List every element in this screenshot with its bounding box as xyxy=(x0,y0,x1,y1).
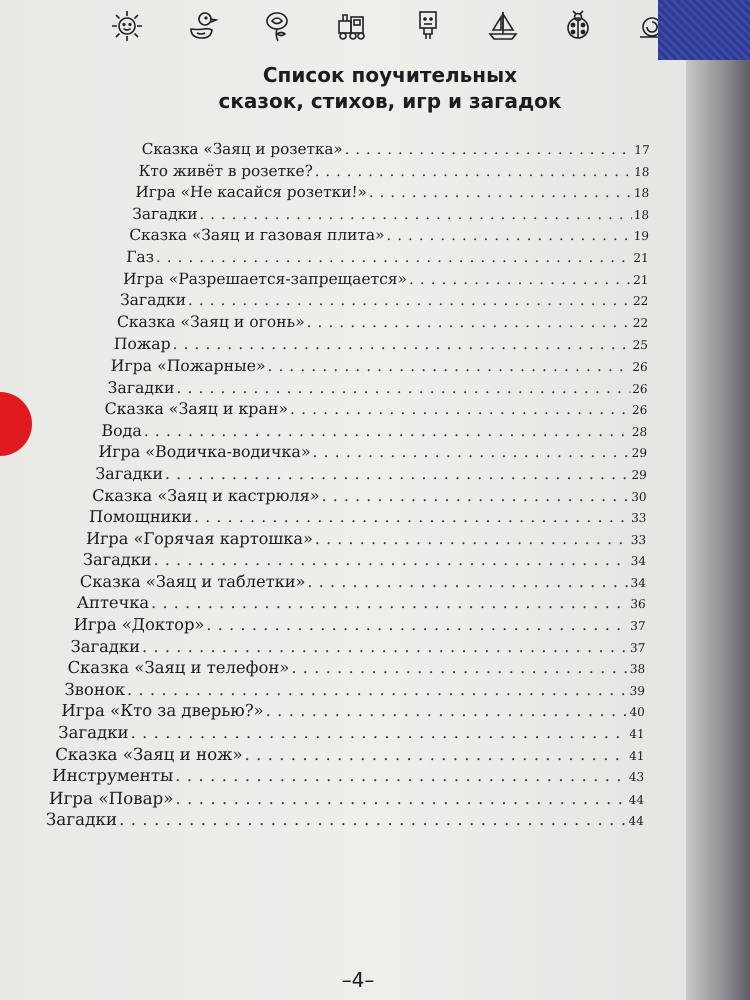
toc-dot-leader xyxy=(290,399,631,418)
toc-heading xyxy=(180,62,600,114)
toc-entry-page: 43 xyxy=(628,770,645,785)
toc-entry-page: 26 xyxy=(631,403,648,418)
toc-entry-page: 44 xyxy=(628,792,645,807)
toc-entry xyxy=(64,680,645,702)
toc-dot-leader xyxy=(172,334,631,353)
toc-dot-leader xyxy=(307,572,629,591)
page-number: –4– xyxy=(341,968,375,992)
toc-entry-title: Сказка «Заяц и кран» xyxy=(104,399,289,419)
toc-entry-page: 41 xyxy=(628,748,645,763)
toc-entry-title: Игра «Доктор» xyxy=(73,615,205,635)
toc-entry-title: Игра «Водичка-водичка» xyxy=(98,442,311,462)
toc-dot-leader xyxy=(130,723,627,742)
toc-entry xyxy=(98,442,647,464)
toc-entry-page: 22 xyxy=(632,315,649,330)
toc-entry-title: Сказка «Заяц и нож» xyxy=(54,744,244,764)
toc-dot-leader xyxy=(165,464,630,483)
toc-dot-leader xyxy=(176,378,630,397)
toc-entry-title: Игра «Разрешается-запрещается» xyxy=(122,269,408,288)
toc-entry-page: 39 xyxy=(629,683,646,698)
toc-entry-page: 34 xyxy=(630,575,647,590)
toc-dot-leader xyxy=(151,593,629,612)
toc-entry xyxy=(107,378,648,400)
decorative-icons-row xyxy=(110,4,670,48)
toc-entry xyxy=(61,701,645,723)
toc-dot-leader xyxy=(175,788,627,808)
ladybug-icon xyxy=(561,9,595,43)
toc-dot-leader xyxy=(188,291,632,309)
toc-dot-leader xyxy=(386,226,632,244)
toc-entry xyxy=(67,658,646,680)
toc-entry xyxy=(70,637,646,659)
toc-entry-title: Игра «Кто за дверью?» xyxy=(60,701,265,721)
toc-dot-leader xyxy=(409,270,632,288)
toc-entry-page: 21 xyxy=(632,272,649,287)
toc-entry-title: Сказка «Заяц и кастрюля» xyxy=(91,485,321,505)
toc-entry xyxy=(138,162,650,184)
toc-dot-leader xyxy=(267,356,631,375)
toc-dot-leader xyxy=(265,701,628,720)
toc-dot-leader xyxy=(144,421,631,440)
toc-entry-page: 28 xyxy=(631,424,648,439)
toc-dot-leader xyxy=(321,486,629,505)
toc-entry-title: Загадки xyxy=(57,723,130,743)
toc-dot-leader xyxy=(369,183,633,201)
toc-entry-title: Вода xyxy=(101,420,143,440)
toc-entry xyxy=(132,205,650,227)
toc-dot-leader xyxy=(291,658,628,677)
toc-entry-page: 26 xyxy=(632,359,648,374)
toc-entry-title: Загадки xyxy=(132,204,198,223)
toc-entry-page: 26 xyxy=(631,381,648,396)
toc-entry xyxy=(92,486,647,508)
toc-dot-leader xyxy=(119,809,627,829)
toc-dot-leader xyxy=(199,205,632,223)
toc-dot-leader xyxy=(206,615,629,634)
toc-entry-title: Загадки xyxy=(82,550,153,570)
toc-entry-title: Кто живёт в розетке? xyxy=(138,161,314,180)
toc-entry-page: 19 xyxy=(633,229,650,244)
toc-dot-leader xyxy=(344,140,632,158)
toc-entry-title: Звонок xyxy=(64,679,126,699)
toc-dot-leader xyxy=(315,529,630,548)
toc-entry-title: Загадки xyxy=(45,809,118,830)
toc-dot-leader xyxy=(142,637,629,656)
toc-entry-title: Сказка «Заяц и телефон» xyxy=(67,658,290,678)
toc-entry-page: 37 xyxy=(629,619,646,634)
toc-entry-title: Игра «Пожарные» xyxy=(110,355,266,375)
toc-dot-leader xyxy=(306,313,631,331)
toc-entry-page: 38 xyxy=(629,662,646,677)
toc-heading-line-1: Список поучительных xyxy=(262,63,518,87)
toc-entry xyxy=(126,248,649,270)
toc-entry-title: Инструменты xyxy=(51,766,174,786)
toc-dot-leader xyxy=(153,550,629,569)
toc-entry xyxy=(113,334,648,356)
toc-entry xyxy=(83,550,647,572)
toc-entry-page: 18 xyxy=(633,186,650,201)
toc-entry xyxy=(55,745,645,767)
toc-entry xyxy=(73,615,646,637)
toc-entry-title: Загадки xyxy=(70,636,141,656)
toc-entry xyxy=(76,593,646,615)
toc-entry xyxy=(52,766,645,788)
toc-dot-leader xyxy=(244,745,627,764)
toc-entry-page: 36 xyxy=(630,597,646,612)
toc-entry-title: Помощники xyxy=(88,507,193,527)
toc-entry xyxy=(110,356,648,378)
toc-entry xyxy=(141,140,650,162)
toc-entry-title: Газ xyxy=(125,247,155,266)
toc-entry xyxy=(49,788,645,810)
toc-entry xyxy=(116,313,648,335)
toc-dot-leader xyxy=(314,162,632,180)
toc-entry-page: 33 xyxy=(630,511,647,526)
toc-entry-page: 33 xyxy=(630,532,647,547)
toc-entry-page: 37 xyxy=(629,640,646,655)
toc-entry xyxy=(86,529,647,551)
duckling-icon xyxy=(185,9,219,43)
toc-entry-title: Игра «Повар» xyxy=(48,787,175,808)
toc-entry xyxy=(104,399,648,421)
sun-icon xyxy=(110,9,144,43)
toc-entry-title: Игра «Горячая картошка» xyxy=(85,528,314,548)
toc-entry-page: 44 xyxy=(628,814,645,829)
toc-heading-line-2: сказок, стихов, игр и загадок xyxy=(218,89,562,113)
toc-entry-page: 40 xyxy=(629,705,646,720)
toc-entry xyxy=(79,572,646,594)
toc-entry-page: 25 xyxy=(632,338,649,353)
toc-entry-page: 29 xyxy=(631,467,648,482)
toc-entry-title: Пожар xyxy=(113,334,172,354)
toy-train-icon xyxy=(335,9,369,43)
toc-entry-title: Игра «Не касайся розетки!» xyxy=(135,183,368,202)
toc-entry-title: Сказка «Заяц и таблетки» xyxy=(79,571,306,591)
toc-entry-title: Загадки xyxy=(119,291,187,310)
toc-entry xyxy=(135,183,650,205)
toc-dot-leader xyxy=(175,766,627,785)
toc-entry-page: 29 xyxy=(631,446,648,461)
toc-entry-page: 18 xyxy=(633,207,650,222)
toc-entry xyxy=(95,464,647,486)
toc-entry-title: Сказка «Заяц и газовая плита» xyxy=(128,226,385,245)
toc-entry-title: Сказка «Заяц и розетка» xyxy=(141,140,344,158)
toc-entry-page: 41 xyxy=(629,727,645,742)
toc-entry-page: 30 xyxy=(631,489,647,504)
toc-entry-page: 22 xyxy=(632,294,649,309)
toc-entry-page: 18 xyxy=(633,164,650,179)
toc-entry xyxy=(129,226,649,248)
page-edge-shadow xyxy=(686,0,750,1000)
toc-entry-title: Сказка «Заяц и огонь» xyxy=(116,312,306,331)
toc-entry xyxy=(58,723,645,745)
toc-entry xyxy=(89,507,647,529)
robot-icon xyxy=(411,9,445,43)
toc-dot-leader xyxy=(127,680,628,699)
toc-entry xyxy=(120,291,649,313)
toc-dot-leader xyxy=(194,507,630,526)
toc-entry-title: Загадки xyxy=(94,463,164,483)
table-of-contents xyxy=(0,140,700,831)
toc-entry-page: 21 xyxy=(633,250,649,265)
toc-entry-title: Аптечка xyxy=(76,593,150,613)
toc-dot-leader xyxy=(156,248,632,266)
toc-entry xyxy=(45,809,644,831)
blue-fabric-corner xyxy=(658,0,750,60)
toc-entry-page: 17 xyxy=(634,143,650,157)
toc-entry-page: 34 xyxy=(630,554,647,569)
rose-icon xyxy=(260,9,294,43)
toc-entry-title: Загадки xyxy=(107,377,175,397)
toc-entry xyxy=(101,421,648,443)
toc-entry xyxy=(123,270,649,292)
toc-dot-leader xyxy=(312,442,630,461)
sailboat-icon xyxy=(486,9,520,43)
